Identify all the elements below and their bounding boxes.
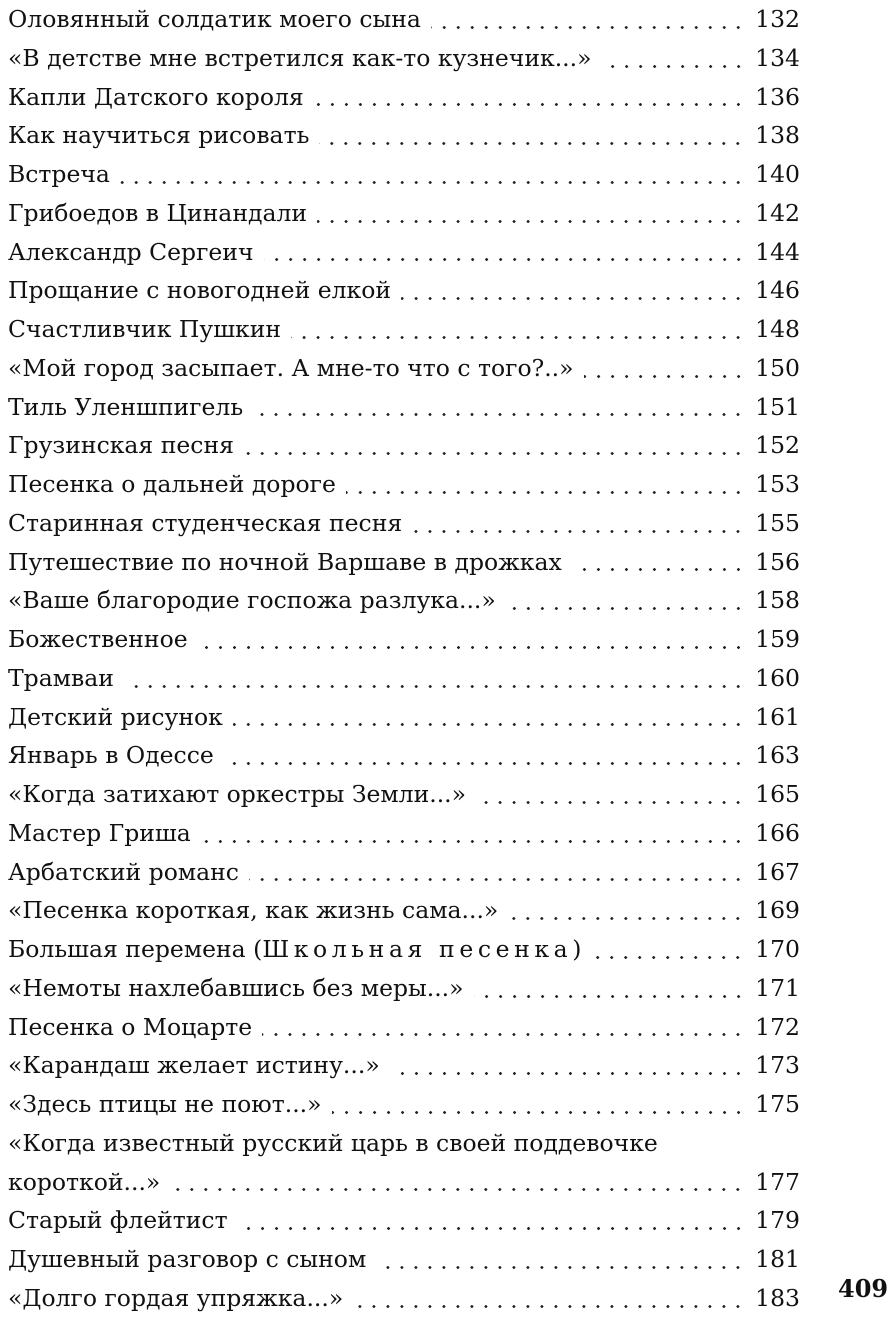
dot-leader	[317, 194, 745, 233]
toc-entry-page: 169	[745, 891, 800, 930]
toc-entry	[8, 1201, 800, 1240]
toc-entry-title: «Когда затихают оркестры Земли...»	[8, 775, 476, 814]
toc-entry	[8, 1008, 800, 1047]
toc-entry-page: 150	[745, 349, 800, 388]
toc-entry	[8, 659, 800, 698]
toc-entry-title: Январь в Одессе	[8, 736, 224, 775]
toc-entry-page: 136	[745, 78, 800, 117]
page-number: 409	[838, 1274, 888, 1303]
toc-entry-title: Тиль Уленшпигель	[8, 388, 253, 427]
toc-entry	[8, 194, 800, 233]
dot-leader	[198, 620, 746, 659]
toc-entry-title: Как научиться рисовать	[8, 116, 319, 155]
toc-entry	[8, 891, 800, 930]
toc-entry-page: 151	[745, 388, 800, 427]
dot-leader	[244, 426, 745, 465]
toc-entry	[8, 465, 800, 504]
toc-entry	[8, 775, 800, 814]
toc-entry	[8, 0, 800, 39]
toc-entry	[8, 310, 800, 349]
toc-entry-title: Капли Датского короля	[8, 78, 314, 117]
toc-entry	[8, 853, 800, 892]
toc-entry-title: Встреча	[8, 155, 120, 194]
dot-leader	[224, 736, 745, 775]
toc-entry-title-end: )	[572, 935, 582, 963]
toc-entry-title: Оловянный солдатик моего сына	[8, 0, 431, 39]
toc-entry-page: 179	[745, 1201, 800, 1240]
toc-entry	[8, 543, 800, 582]
toc-entry-title: Прощание с новогодней елкой	[8, 271, 401, 310]
toc-entry-page: 160	[745, 659, 800, 698]
dot-leader	[201, 814, 745, 853]
toc-entry-page: 142	[745, 194, 800, 233]
dot-leader	[346, 465, 745, 504]
toc-entry-title: «Песенка короткая, как жизнь сама...»	[8, 891, 508, 930]
toc-entry-title: Песенка о дальней дороге	[8, 465, 346, 504]
toc-entry	[8, 39, 800, 78]
toc-entry-page: 148	[745, 310, 800, 349]
dot-leader	[249, 853, 745, 892]
toc-entry	[8, 504, 800, 543]
dot-leader	[124, 659, 745, 698]
toc-entry-title: Мастер Гриша	[8, 814, 201, 853]
toc-entry	[8, 969, 800, 1008]
toc-entry-page: 159	[745, 620, 800, 659]
toc-entry-page: 138	[745, 116, 800, 155]
dot-leader	[120, 155, 745, 194]
toc-entry-page: 132	[745, 0, 800, 39]
dot-leader	[591, 930, 745, 969]
toc-entry	[8, 116, 800, 155]
dot-leader	[264, 233, 746, 272]
toc-entry-title: «Ваше благородие госпожа разлука...»	[8, 581, 506, 620]
toc-entry-page: 177	[745, 1163, 800, 1202]
toc-entry	[8, 620, 800, 659]
toc-entry-page: 170	[745, 930, 800, 969]
toc-entry-page: 161	[745, 698, 800, 737]
dot-leader	[431, 0, 745, 39]
toc-entry-title: Старинная студенческая песня	[8, 504, 412, 543]
toc-entry-title-continuation: короткой...»	[8, 1163, 170, 1202]
dot-leader	[238, 1201, 746, 1240]
toc-entry-page: 155	[745, 504, 800, 543]
dot-leader	[253, 388, 745, 427]
dot-leader	[602, 39, 746, 78]
dot-leader	[476, 775, 745, 814]
toc-entry-first-line	[8, 1124, 800, 1163]
toc-entry-page: 173	[745, 1046, 800, 1085]
toc-entry-title: «Долго гордая упряжка...»	[8, 1279, 353, 1318]
toc-entry-title: Путешествие по ночной Варшаве в дрожках	[8, 543, 572, 582]
toc-entry-title: «Мой город засыпает. А мне-то что с того?..»	[8, 349, 584, 388]
toc-entry-page: 146	[745, 271, 800, 310]
dot-leader	[474, 969, 746, 1008]
dot-leader	[412, 504, 745, 543]
toc-entry	[8, 78, 800, 117]
dot-leader	[291, 310, 745, 349]
dot-leader	[170, 1163, 745, 1202]
toc-entry-title: «Немоты нахлебавшись без меры...»	[8, 969, 474, 1008]
toc-entry-page: 175	[745, 1085, 800, 1124]
toc-entry-continuation	[8, 1163, 800, 1202]
toc-entry-title: Божественное	[8, 620, 198, 659]
toc-entry-page: 153	[745, 465, 800, 504]
toc-entry-page: 166	[745, 814, 800, 853]
toc-entry	[8, 698, 800, 737]
toc-entry-title: Грузинская песня	[8, 426, 244, 465]
toc-entry	[8, 581, 800, 620]
toc-entry-title: «Когда известный русский царь в своей поддевочке	[8, 1129, 668, 1157]
toc-entry	[8, 388, 800, 427]
toc-entry	[8, 426, 800, 465]
toc-entry-page: 181	[745, 1240, 800, 1279]
toc-entry	[8, 1046, 800, 1085]
dot-leader	[314, 78, 745, 117]
toc-entry-page: 183	[745, 1279, 800, 1318]
toc-entry-title: Трамваи	[8, 659, 124, 698]
dot-leader	[508, 891, 745, 930]
toc-entry	[8, 1240, 800, 1279]
toc-entry-page: 171	[745, 969, 800, 1008]
toc-entry	[8, 349, 800, 388]
toc-entry-title: Грибоедов в Цинандали	[8, 194, 317, 233]
toc-entry-page: 152	[745, 426, 800, 465]
toc-entry	[8, 736, 800, 775]
dot-leader	[319, 116, 745, 155]
toc-entry-page: 134	[745, 39, 800, 78]
toc-entry-title: Детский рисунок	[8, 698, 233, 737]
toc-entry-title: Александр Сергеич	[8, 233, 264, 272]
toc-entry-title: Песенка о Моцарте	[8, 1008, 262, 1047]
toc-entry-page: 156	[745, 543, 800, 582]
toc-entry	[8, 1085, 800, 1124]
dot-leader	[376, 1240, 745, 1279]
toc-entry-title	[8, 930, 591, 969]
toc-entry	[8, 271, 800, 310]
toc-entry-title: «Здесь птицы не поют...»	[8, 1085, 332, 1124]
toc-entry-title-main: Большая перемена (	[8, 935, 263, 963]
toc-entry-title: Старый флейтист	[8, 1201, 238, 1240]
dot-leader	[572, 543, 745, 582]
toc-entry-title: «Карандаш желает истину...»	[8, 1046, 390, 1085]
dot-leader	[584, 349, 746, 388]
toc-entry	[8, 233, 800, 272]
toc-entry	[8, 814, 800, 853]
toc-entry-title: Арбатский романс	[8, 853, 249, 892]
dot-leader	[390, 1046, 745, 1085]
toc-entry-page: 140	[745, 155, 800, 194]
toc-entry-subtitle: Школьная песенка	[262, 935, 573, 963]
dot-leader	[262, 1008, 745, 1047]
toc-entry-title: Счастливчик Пушкин	[8, 310, 291, 349]
dot-leader	[401, 271, 745, 310]
toc-entry-page: 167	[745, 853, 800, 892]
toc-entry-page: 172	[745, 1008, 800, 1047]
toc-entry	[8, 155, 800, 194]
toc-entry-page: 165	[745, 775, 800, 814]
toc-entry	[8, 930, 800, 969]
table-of-contents	[8, 0, 800, 1318]
dot-leader	[332, 1085, 746, 1124]
toc-entry-page: 158	[745, 581, 800, 620]
toc-entry-page: 144	[745, 233, 800, 272]
toc-entry-title: Душевный разговор с сыном	[8, 1240, 376, 1279]
toc-entry-page: 163	[745, 736, 800, 775]
dot-leader	[233, 698, 745, 737]
dot-leader	[506, 581, 745, 620]
toc-entry-title: «В детстве мне встретился как-то кузнечик...»	[8, 39, 602, 78]
